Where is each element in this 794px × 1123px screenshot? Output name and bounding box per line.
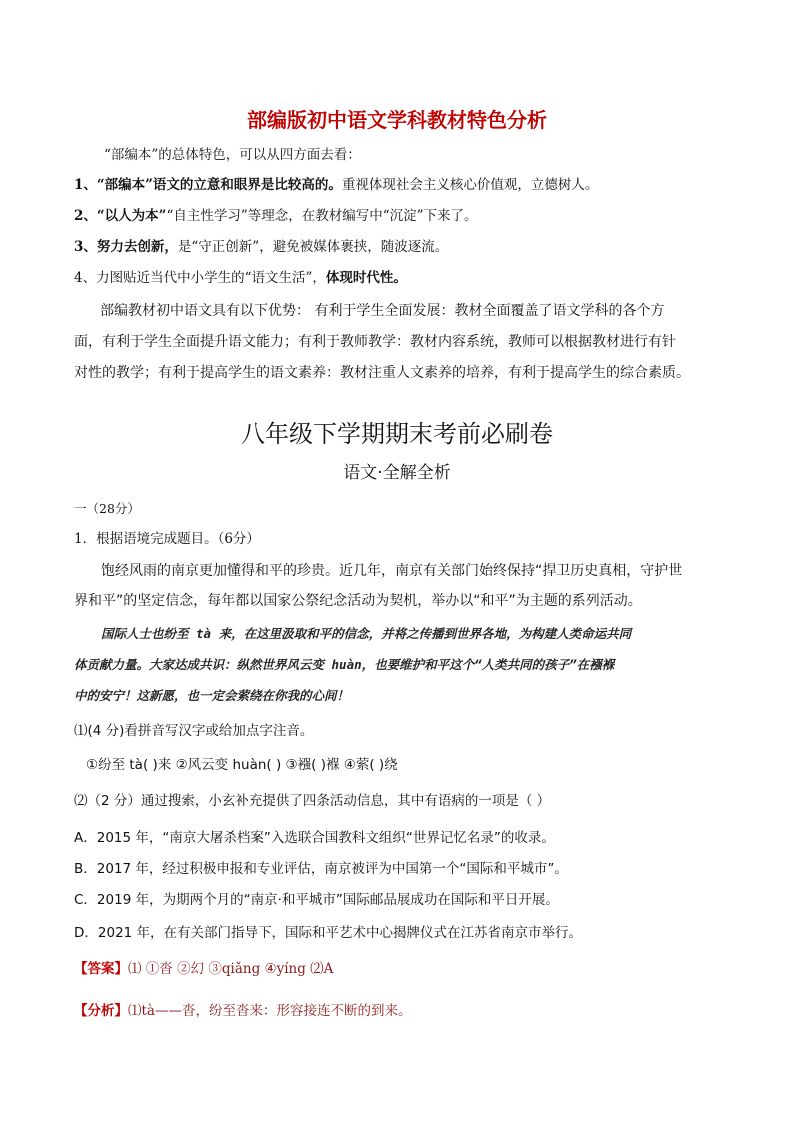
option-d: D．2021 年，在有关部门指导下，国际和平艺术中心揭牌仪式在江苏省南京市举行。 bbox=[74, 925, 583, 941]
exam-title: 八年级下学期期末考前必刷卷 bbox=[241, 420, 553, 448]
passage-line-1: 饱经风雨的南京更加懂得和平的珍贵。近几年，南京有关部门始终保持“捍卫历史真相，守护世 bbox=[101, 563, 683, 579]
option-a: A．2015 年，“南京大屠杀档案”入选联合国教科文组织“世界记忆名录”的收录。 bbox=[74, 830, 555, 846]
analysis-label: 【分析】 bbox=[74, 1003, 128, 1019]
advantages-line-3: 对性的教学；有利于提高学生的语文素养：教材注重人文素养的培养，有利于提高学生的综合素质。 bbox=[74, 365, 690, 381]
passage-line-2: 界和平”的坚定信念，每年都以国家公祭纪念活动为契机，举办以“和平”为主题的系列活动。 bbox=[74, 593, 642, 609]
intro-text: “部编本”的总体特色，可以从四方面去看： bbox=[104, 147, 361, 163]
advantages-line-1: 部编教材初中语文具有以下优势： 有利于学生全面发展：教材全面覆盖了语文学科的各个方 bbox=[100, 303, 665, 319]
feature-3: 3、努力去创新，是“守正创新”，避免被媒体裹挟，随波逐流。 bbox=[74, 239, 449, 255]
section-heading: 一（28分） bbox=[74, 501, 140, 516]
handwriting-line-1: 国际人士也纷至 tà 来，在这里汲取和平的信念，并将之传播到世界各地，为构建人类命运共同 bbox=[101, 626, 632, 641]
sub-question-2: ⑵（2 分）通过搜索，小玄补充提供了四条活动信息，其中有语病的一项是（ ） bbox=[74, 793, 551, 809]
answer-text: ⑴ ①沓 ②幻 ③qiǎng ④yíng ⑵A bbox=[128, 961, 334, 977]
handwriting-line-2: 体贡献力量。大家达成共识：纵然世界风云变 huàn，也要维护和平这个“人类共同的孩子”在襁褓 bbox=[74, 657, 615, 672]
option-c: C．2019 年，为期两个月的“南京·和平城市”国际邮品展成功在国际和平日开展。 bbox=[74, 892, 559, 908]
feature-2: 2、“以人为本”“自主性学习”等理念，在教材编写中“沉淀”下来了。 bbox=[74, 208, 478, 224]
page-title: 部编版初中语文学科教材特色分析 bbox=[247, 108, 547, 132]
feature-4: 4、力图贴近当代中小学生的“语文生活”，体现时代性。 bbox=[74, 270, 407, 286]
answer-row bbox=[74, 960, 333, 978]
analysis-row bbox=[74, 1002, 411, 1020]
option-b: B．2017 年，经过积极申报和专业评估，南京被评为中国第一个“国际和平城市”。 bbox=[74, 861, 568, 877]
handwriting-line-3: 中的安宁！这新愿，也一定会萦绕在你我的心间！ bbox=[74, 688, 350, 703]
answer-label: 【答案】 bbox=[74, 961, 128, 977]
analysis-text: ⑴tà——沓，纷至沓来：形容接连不断的到来。 bbox=[128, 1003, 412, 1019]
sub-question-1: ⑴(4 分)看拼音写汉字或给加点字注音。 bbox=[74, 723, 314, 739]
advantages-line-2: 面，有利于学生全面提升语文能力；有利于教师教学：教材内容系统，教师可以根据教材进行有针 bbox=[74, 334, 676, 350]
feature-1: 1、“部编本”语文的立意和眼界是比较高的。重视体现社会主义核心价值观，立德树人。 bbox=[74, 177, 599, 193]
exam-subtitle: 语文·全解全析 bbox=[343, 463, 451, 483]
fill-blanks: ①纷至 tà( )来 ②风云变 huàn( ) ③襁( )褓 ④萦( )绕 bbox=[86, 757, 398, 773]
question-1-title: 1．根据语境完成题目。（6分） bbox=[74, 531, 260, 547]
